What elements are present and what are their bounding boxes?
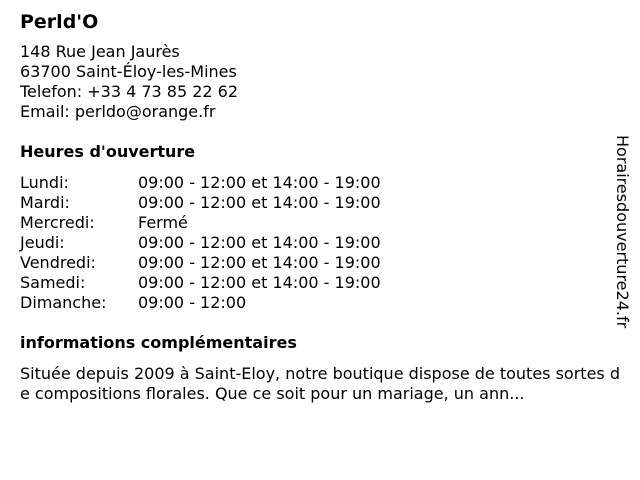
hours-row-sunday	[20, 293, 620, 313]
day-hours: 09:00 - 12:00	[138, 293, 247, 312]
hours-row-wednesday	[20, 213, 620, 233]
info-heading: informations complémentaires	[20, 333, 297, 352]
day-label: Dimanche:	[20, 293, 107, 312]
day-hours: 09:00 - 12:00 et 14:00 - 19:00	[138, 173, 381, 192]
info-description: Située depuis 2009 à Saint-Eloy, notre boutique dispose de toutes sortes de compositions florales. Que ce soit pour un mariage, un ann...	[20, 364, 620, 403]
contact-block	[20, 42, 620, 122]
phone-line: Telefon: +33 4 73 85 22 62	[20, 82, 239, 101]
business-name: Perld'O	[20, 11, 99, 33]
day-hours: Fermé	[138, 213, 188, 232]
day-hours: 09:00 - 12:00 et 14:00 - 19:00	[138, 273, 381, 292]
day-label: Jeudi:	[20, 233, 65, 252]
hours-heading: Heures d'ouverture	[20, 142, 196, 161]
hours-row-monday	[20, 173, 620, 193]
hours-row-saturday	[20, 273, 620, 293]
hours-row-thursday	[20, 233, 620, 253]
day-hours: 09:00 - 12:00 et 14:00 - 19:00	[138, 233, 381, 252]
day-label: Vendredi:	[20, 253, 96, 272]
day-label: Mercredi:	[20, 213, 95, 232]
hours-row-tuesday	[20, 193, 620, 213]
day-hours: 09:00 - 12:00 et 14:00 - 19:00	[138, 253, 381, 272]
day-hours: 09:00 - 12:00 et 14:00 - 19:00	[138, 193, 381, 212]
business-card	[20, 10, 620, 404]
site-watermark: Horairesdouverture24.fr	[613, 135, 632, 329]
address-city: 63700 Saint-Éloy-les-Mines	[20, 62, 237, 81]
day-label: Mardi:	[20, 193, 70, 212]
address-street: 148 Rue Jean Jaurès	[20, 42, 180, 61]
day-label: Lundi:	[20, 173, 69, 192]
hours-table	[20, 173, 620, 313]
hours-row-friday	[20, 253, 620, 273]
email-line: Email: perldo@orange.fr	[20, 102, 216, 121]
day-label: Samedi:	[20, 273, 86, 292]
